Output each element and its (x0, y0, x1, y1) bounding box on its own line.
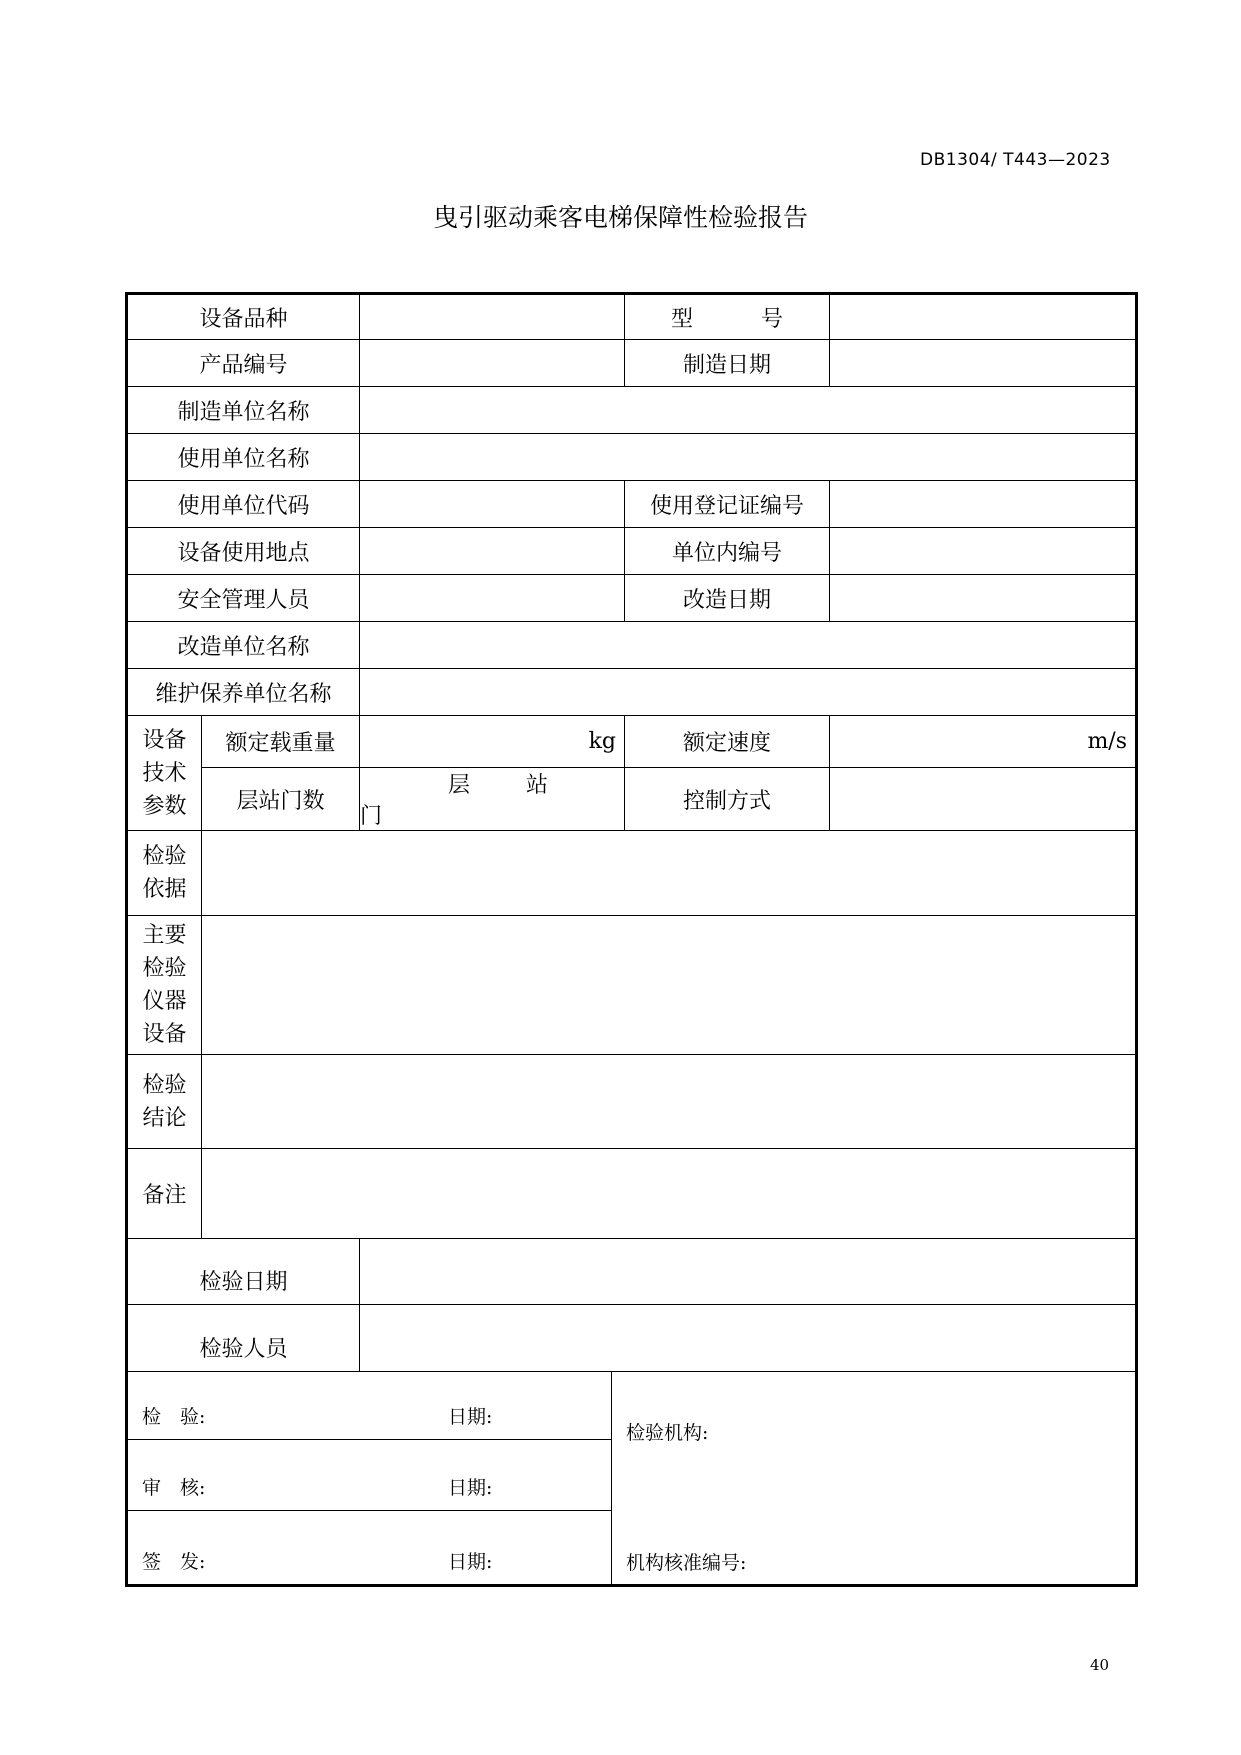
rated-speed-unit: m/s (1087, 729, 1128, 754)
tech-params-label: 设备 技术 参数 (127, 716, 202, 831)
modifier-label: 改造单位名称 (127, 622, 360, 669)
standard-code: DB1304/ T443—2023 (920, 150, 1111, 170)
model-field[interactable] (830, 294, 1137, 340)
model-label: 型 号 (625, 294, 830, 340)
manufacture-date-field[interactable] (830, 340, 1137, 387)
user-unit-label: 使用单位名称 (127, 434, 360, 481)
document-title: 曳引驱动乘客电梯保障性检验报告 (432, 203, 808, 232)
equipment-type-field[interactable] (360, 294, 625, 340)
safety-manager-label: 安全管理人员 (127, 575, 360, 622)
page-number: 40 (1090, 1656, 1110, 1674)
floors-field[interactable]: 层 站门 (360, 768, 625, 831)
signoff-left (128, 1372, 612, 1584)
inspector-field[interactable] (360, 1305, 1137, 1372)
internal-no-field[interactable] (830, 528, 1137, 575)
modification-date-label: 改造日期 (625, 575, 830, 622)
inspect-label: 检 验: (142, 1406, 206, 1428)
issue-row[interactable] (128, 1511, 611, 1584)
instruments-field[interactable] (202, 916, 1137, 1055)
rated-load-unit: kg (588, 729, 617, 754)
location-field[interactable] (360, 528, 625, 575)
user-unit-field[interactable] (360, 434, 1137, 481)
remarks-label: 备注 (127, 1149, 202, 1239)
registration-no-label: 使用登记证编号 (625, 481, 830, 528)
basis-label: 检验 依据 (127, 831, 202, 916)
inspector-label: 检验人员 (127, 1305, 360, 1372)
floors-label: 层站门数 (202, 768, 360, 831)
control-field[interactable] (830, 768, 1137, 831)
equipment-type-label: 设备品种 (127, 294, 360, 340)
rated-load-label: 额定载重量 (202, 716, 360, 768)
issue-label: 签 发: (142, 1551, 206, 1573)
rated-speed-label: 额定速度 (625, 716, 830, 768)
product-no-field[interactable] (360, 340, 625, 387)
rated-load-field[interactable] (360, 716, 625, 768)
signoff-section (127, 1372, 1137, 1586)
signoff-right[interactable] (612, 1372, 1135, 1584)
manufacturer-field[interactable] (360, 387, 1137, 434)
issue-date-label: 日期: (448, 1551, 493, 1573)
instruments-label: 主要 检验 仪器 设备 (127, 916, 202, 1055)
conclusion-field[interactable] (202, 1055, 1137, 1149)
review-label: 审 核: (142, 1477, 206, 1499)
review-row[interactable] (128, 1440, 611, 1511)
product-no-label: 产品编号 (127, 340, 360, 387)
rated-speed-field[interactable] (830, 716, 1137, 768)
basis-field[interactable] (202, 831, 1137, 916)
manufacturer-label: 制造单位名称 (127, 387, 360, 434)
registration-no-field[interactable] (830, 481, 1137, 528)
user-unit-code-label: 使用单位代码 (127, 481, 360, 528)
internal-no-label: 单位内编号 (625, 528, 830, 575)
inspect-date-label: 日期: (448, 1406, 493, 1428)
agency-label: 检验机构: (626, 1422, 709, 1444)
modifier-field[interactable] (360, 622, 1137, 669)
location-label: 设备使用地点 (127, 528, 360, 575)
maintenance-field[interactable] (360, 669, 1137, 716)
modification-date-field[interactable] (830, 575, 1137, 622)
inspect-row[interactable] (128, 1372, 611, 1440)
maintenance-label: 维护保养单位名称 (127, 669, 360, 716)
control-label: 控制方式 (625, 768, 830, 831)
user-unit-code-field[interactable] (360, 481, 625, 528)
approval-no-label: 机构核准编号: (626, 1552, 747, 1574)
conclusion-label: 检验 结论 (127, 1055, 202, 1149)
remarks-field[interactable] (202, 1149, 1137, 1239)
inspection-date-label: 检验日期 (127, 1239, 360, 1305)
inspection-date-field[interactable] (360, 1239, 1137, 1305)
manufacture-date-label: 制造日期 (625, 340, 830, 387)
inspection-report-form (125, 292, 1138, 1587)
review-date-label: 日期: (448, 1477, 493, 1499)
safety-manager-field[interactable] (360, 575, 625, 622)
